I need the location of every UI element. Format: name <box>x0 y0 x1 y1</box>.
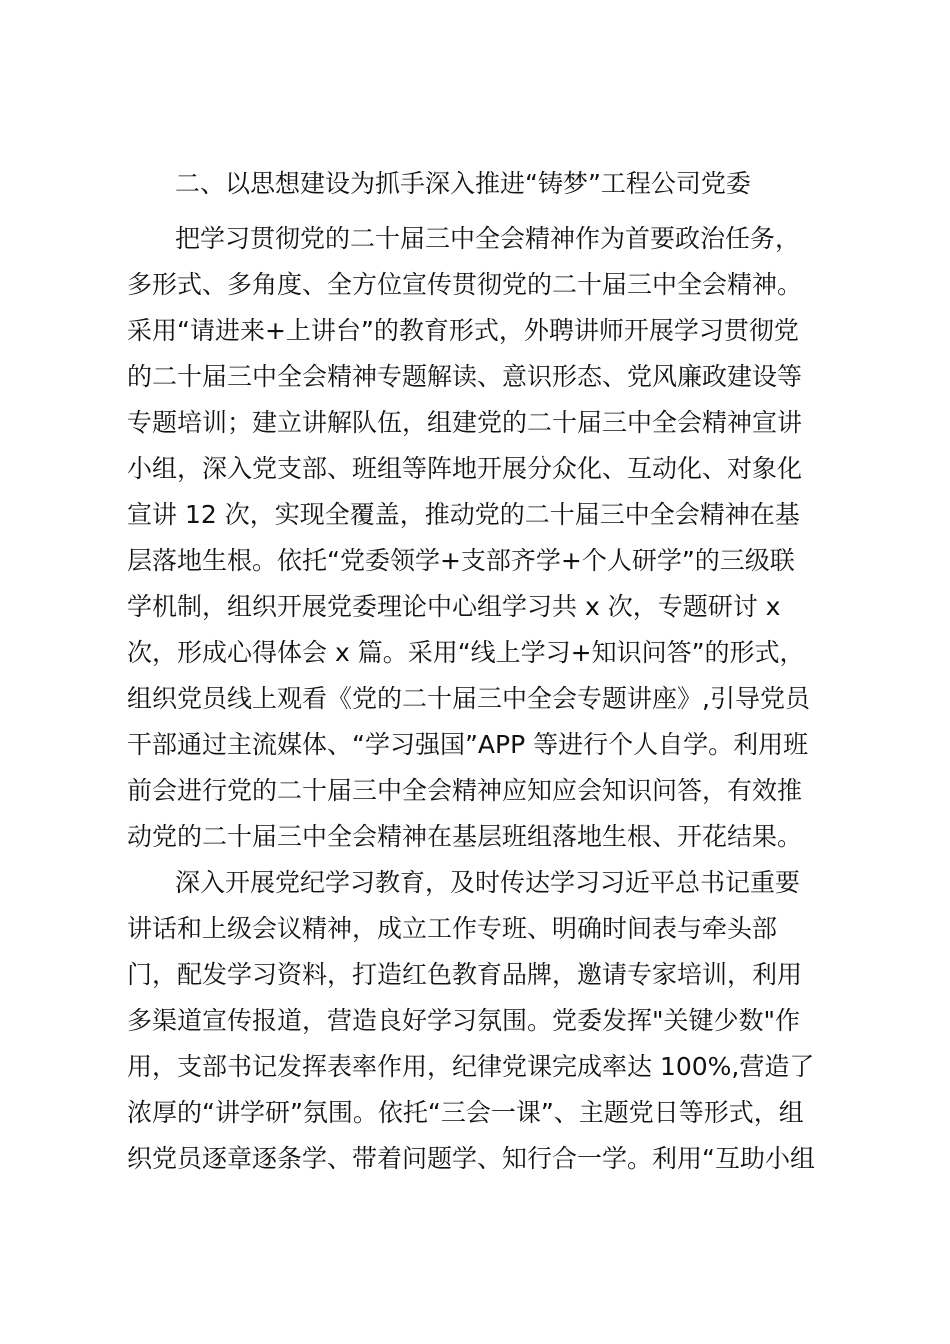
paragraph-line: 织党员逐章逐条学、带着问题学、知行合一学。利用“互助小组 <box>127 1144 815 1173</box>
paragraph-line: 前会进行党的二十届三中全会精神应知应会知识问答，有效推 <box>127 776 803 805</box>
paragraph-line: 专题培训；建立讲解队伍，组建党的二十届三中全会精神宣讲 <box>127 408 803 437</box>
paragraph-line: 次，形成心得体会 x 篇。采用“线上学习+知识问答”的形式， <box>127 638 805 667</box>
paragraph-line: 干部通过主流媒体、“学习强国”APP 等进行个人自学。利用班 <box>127 730 809 759</box>
paragraph-line: 动党的二十届三中全会精神在基层班组落地生根、开花结果。 <box>127 822 803 851</box>
paragraph-line: 多形式、多角度、全方位宣传贯彻党的二十届三中全会精神。 <box>127 270 803 299</box>
paragraph-line: 学机制，组织开展党委理论中心组学习共 x 次，专题研讨 x <box>127 592 781 621</box>
paragraph-line: 用，支部书记发挥表率作用，纪律党课完成率达 100%,营造了 <box>127 1052 815 1081</box>
paragraph-line: 采用“请进来+上讲台”的教育形式，外聘讲师开展学习贯彻党 <box>127 316 799 345</box>
paragraph-line: 层落地生根。依托“党委领学+支部齐学+个人研学”的三级联 <box>127 546 795 575</box>
paragraph-line: 讲话和上级会议精神，成立工作专班、明确时间表与牵头部 <box>127 914 778 943</box>
paragraph-line: 小组，深入党支部、班组等阵地开展分众化、互动化、对象化 <box>127 454 803 483</box>
paragraph-line: 的二十届三中全会精神专题解读、意识形态、党风廉政建设等 <box>127 362 803 391</box>
paragraph-line: 门，配发学习资料，打造红色教育品牌，邀请专家培训，利用 <box>127 960 803 989</box>
paragraph-line: 深入开展党纪学习教育，及时传达学习习近平总书记重要 <box>175 868 801 897</box>
paragraph-line: 宣讲 12 次，实现全覆盖，推动党的二十届三中全会精神在基 <box>127 500 800 529</box>
paragraph-line: 浓厚的“讲学研”氛围。依托“三会一课”、主题党日等形式，组 <box>127 1098 804 1127</box>
heading-line: 二、以思想建设为抓手深入推进“铸梦”工程公司党委 <box>175 169 751 198</box>
paragraph-line: 把学习贯彻党的二十届三中全会精神作为首要政治任务， <box>175 224 801 253</box>
paragraph-line: 组织党员线上观看《党的二十届三中全会专题讲座》,引导党员 <box>127 684 810 713</box>
paragraph-line: 多渠道宣传报道，营造良好学习氛围。党委发挥"关键少数"作 <box>127 1006 801 1035</box>
